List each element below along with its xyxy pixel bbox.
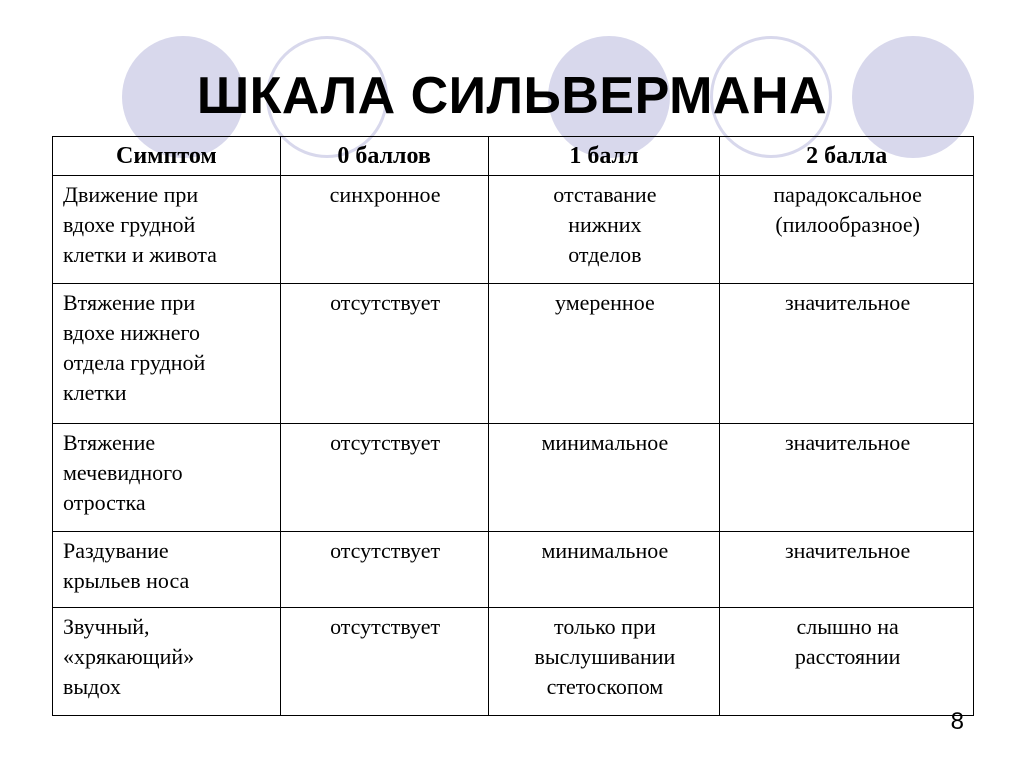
header-score-0: 0 баллов <box>280 137 488 176</box>
symptom-cell: Движение при вдохе грудной клетки и живота <box>53 176 281 284</box>
score-0-cell: отсутствует <box>280 608 488 716</box>
silverman-scale-table <box>52 136 974 716</box>
score-1-cell: отставание нижних отделов <box>488 176 720 284</box>
table-row <box>53 608 974 716</box>
slide-title: ШКАЛА СИЛЬВЕРМАНА <box>196 67 828 125</box>
score-2-cell: значительное <box>720 284 974 424</box>
header-symptom: Симптом <box>53 137 281 176</box>
header-score-2: 2 балла <box>720 137 974 176</box>
symptom-cell: Втяжение мечевидного отростка <box>53 424 281 532</box>
score-2-cell: слышно на расстоянии <box>720 608 974 716</box>
symptom-cell: Звучный, «хрякающий» выдох <box>53 608 281 716</box>
table-row <box>53 532 974 608</box>
score-2-cell: значительное <box>720 424 974 532</box>
score-2-cell: парадоксальное (пилообразное) <box>720 176 974 284</box>
table-row <box>53 424 974 532</box>
table-row <box>53 176 974 284</box>
page-number: 8 <box>950 708 964 735</box>
score-0-cell: синхронное <box>280 176 488 284</box>
score-1-cell: умеренное <box>488 284 720 424</box>
symptom-cell: Раздувание крыльев носа <box>53 532 281 608</box>
score-1-cell: минимальное <box>488 532 720 608</box>
score-1-cell: минимальное <box>488 424 720 532</box>
table-header-row <box>53 137 974 176</box>
score-2-cell: значительное <box>720 532 974 608</box>
symptom-cell: Втяжение при вдохе нижнего отдела грудной клетки <box>53 284 281 424</box>
score-1-cell: только при выслушивании стетоскопом <box>488 608 720 716</box>
header-score-1: 1 балл <box>488 137 720 176</box>
table-row <box>53 284 974 424</box>
score-0-cell: отсутствует <box>280 424 488 532</box>
score-0-cell: отсутствует <box>280 532 488 608</box>
score-0-cell: отсутствует <box>280 284 488 424</box>
